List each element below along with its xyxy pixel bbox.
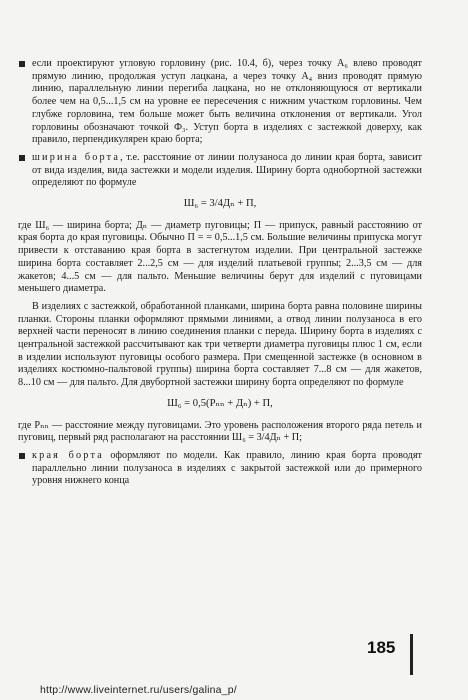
page-body: [18, 58, 422, 488]
bullet-text: если проектируют угловую горловину (рис. 10.4, б), через точку А₆ влево проводят прямую линию, продолжая уступ лацкана, а через точку А₄ вниз проводят прямую линию, параллельную линии перегиба лацкана, но не отклоняющуюся от вертикали более чем на 0,5...1,5 см на уровне ее пересечения с нижним участком горловины. Чем глубже горловина, тем больше может быть величина отклонения от вертикали. Угол горловины обозначают точкой Ф₃. Уступ борта в изделиях с застежкой доверху, как правило, перпендикулярен краю борта;: [32, 58, 422, 146]
page-number-rule: [410, 634, 413, 675]
paragraph: В изделиях с застежкой, обработанной планками, ширина борта равна половине ширины планки. Стороны планки оформляют прямыми линиями, а отвод линии полузаноса в его верхней части переносят в линию соединения планки с переда. Ширину борта в изделиях с центральной застежкой рассчитывают как три четверти диаметра пуговицы плюс 1 см, если в изделии используют пуговицы особого размера. При смещенной застежке (в основном в изделиях костюмно-пальтовой группы) ширина борта составляет 7...8 см — для жакетов, 8...10 см — для пальто. Для двубортной застежки ширину борта определяют по формуле: [18, 300, 422, 389]
paragraph: где Ш₆ — ширина борта; Дₙ — диаметр пуговицы; П — припуск, равный расстоянию от края борта до края пуговицы. Обычно П = = 0,5...1,5 см. Большие величины припуска могут привести к отставанию края борта в застегнутом изделии. При центральной застежке ширина борта составляет 2...2,5 см — для изделий платьевой группы; 2...3,5 см — для жакетов; 4...5 см — для пальто. Меньшие величины берут для изделий с пуговицами меньшего диаметра.: [18, 219, 422, 295]
formula: Ш₆ = 3/4Дₙ + П,: [183, 198, 257, 210]
term-shirina-borta: ширина борта: [32, 151, 121, 163]
term-definition: , т.е. расстояние от линии полузаноса до линии края борта, зависит от вида изделия, вида застежки и модели изделия. Ширину борта однобортной застежки определяют по формуле: [32, 151, 422, 189]
bullet-item: [18, 152, 422, 190]
bullet-text: [32, 450, 422, 488]
bullet-square-icon: [19, 61, 25, 67]
term-kraya-borta: края борта: [32, 449, 104, 461]
page-number: 185: [367, 638, 396, 657]
bullet-item: [18, 58, 422, 147]
term-definition: оформляют по модели. Как правило, линию края борта проводят параллельно линии полузаноса в изделиях с закрытой застежкой или до примерного уровня нижнего конца: [32, 449, 422, 487]
bullet-square-icon: [19, 453, 25, 459]
formula: Ш₆ = 0,5(Рₙₙ + Дₙ) + П,: [167, 397, 273, 409]
paragraph: где Рₙₙ — расстояние между пуговицами. Это уровень расположения второго ряда петель и пуговиц, первый ряд располагают на расстоянии Ш₆ = 3/4Дₙ + П;: [18, 419, 422, 444]
bullet-text: [32, 152, 422, 190]
bullet-item: [18, 450, 422, 488]
footer-url: http://www.liveinternet.ru/users/galina_p/: [40, 684, 237, 696]
bullet-square-icon: [19, 155, 25, 161]
